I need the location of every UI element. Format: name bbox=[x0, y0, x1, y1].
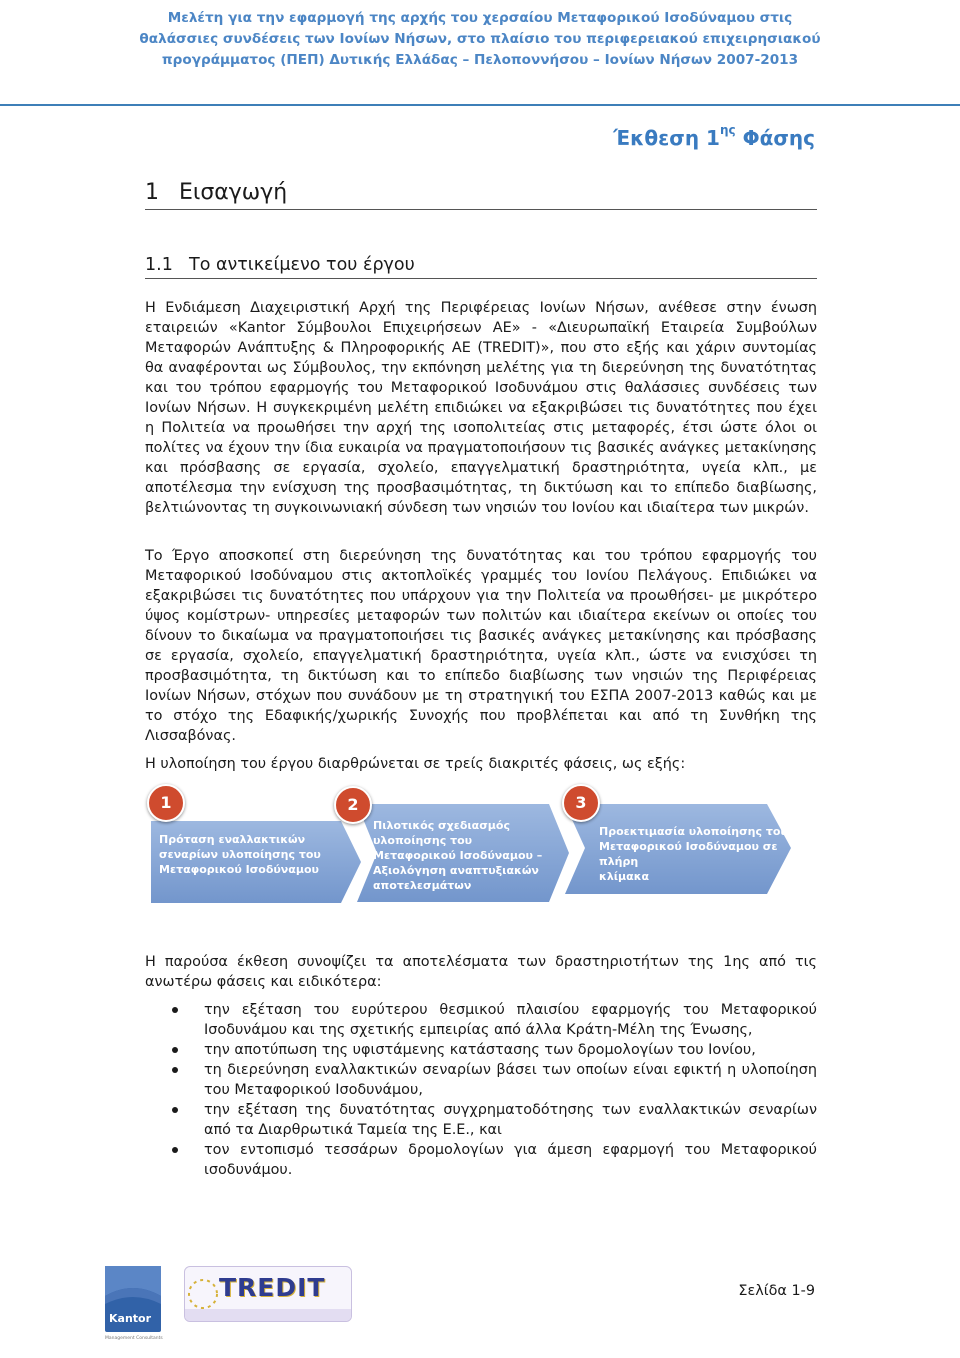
list-item bbox=[145, 1040, 817, 1060]
section-number: 1 bbox=[145, 180, 159, 205]
section-heading bbox=[145, 180, 817, 210]
bullet-icon bbox=[172, 1147, 178, 1153]
list-item-text: τη διερεύνηση εναλλακτικών σεναρίων βάσει των οποίων είναι εφικτή η υλοποίηση του Μεταφορικού Ισοδυνάμου, bbox=[204, 1062, 817, 1098]
phase-2-line: Μεταφορικού Ισοδύναμου – bbox=[373, 849, 543, 862]
kantor-mark-icon bbox=[105, 1266, 161, 1310]
paragraph-2: Το Έργο αποσκοπεί στη διερεύνηση της δυνατότητας και του τρόπου εφαρμογής του Μεταφορικού Ισοδύναμου στις ακτοπλοϊκές γραμμές του Ιονίου Πελάγους. Επιδιώκει να εξακριβώσει τις δυνατότητες που υπάρχουν για την Πολιτεία να προωθήσει- με μικρότερο ύψος κομίστρων- υπηρεσίες μεταφορών των πολιτών και ιδιαίτερα εκείνων οι οποίες του δίνουν το δικαίωμα να πραγματοποιήσει τις βασικές ανάγκες μετακίνησης και πρόσβασης σε εργασία, σχολείο, επαγγελματική δραστηριότητα, υγεία κλπ., ώστε να ενισχύσει τη προσβασιμότητα, τη δικτύωση και το επίπεδο διαβίωσης των νησιών της Περιφέρειας Ιονίων Νήσων, στόχων που συνάδουν με τη στρατηγική του ΕΣΠΑ 2007-2013 καθώς και με το στόχο της Εδαφικής/χωρικής Συνοχής που προβλέπεται και από τη Συνθήκη της Λισσαβόνας. bbox=[145, 548, 817, 744]
phase-2-number: 2 bbox=[334, 786, 372, 824]
bullet-list bbox=[145, 1000, 817, 1180]
list-item-text: την εξέταση της δυνατότητας συγχρηματοδότησης των εναλλακτικών σεναρίων από τα Διαρθρωτικά Ταμεία της Ε.Ε., και bbox=[204, 1102, 817, 1138]
phase-1-number: 1 bbox=[147, 784, 185, 822]
phase-3-line: κλίμακα bbox=[599, 870, 650, 883]
phases-diagram bbox=[145, 786, 817, 906]
page-header bbox=[0, 0, 960, 106]
bullet-icon bbox=[172, 1107, 178, 1113]
phase-2-line: υλοποίησης του bbox=[373, 834, 473, 847]
report-title-pre: Έκθεση 1 bbox=[613, 126, 720, 150]
list-item-text: τον εντοπισμό τεσσάρων δρομολογίων για άμεση εφαρμογή του Μεταφορικού ισοδυνάμου. bbox=[204, 1142, 817, 1178]
phase-1-line: σεναρίων υλοποίησης του bbox=[159, 848, 321, 861]
page-number: Σελίδα 1-9 bbox=[738, 1283, 815, 1299]
phase-2-text bbox=[373, 818, 542, 893]
bullet-icon bbox=[172, 1007, 178, 1013]
paragraph-3: Η υλοποίηση του έργου διαρθρώνεται σε τρείς διακριτές φάσεις, ως εξής: bbox=[145, 756, 686, 772]
subsection-number: 1.1 bbox=[145, 255, 173, 275]
paragraph-4: Η παρούσα έκθεση συνοψίζει τα αποτελέσματα των δραστηριοτήτων της 1ης από τις ανωτέρω φάσεις και ειδικότερα: bbox=[145, 954, 817, 990]
list-item bbox=[145, 1060, 817, 1100]
header-line-2: θαλάσσιες συνδέσεις των Ιονίων Νήσων, στο πλαίσιο του περιφερειακού επιχειρησιακού bbox=[139, 31, 821, 47]
phase-1-text bbox=[159, 832, 321, 877]
list-item bbox=[145, 1000, 817, 1040]
header-line-1: Μελέτη για την εφαρμογή της αρχής του χερσαίου Μεταφορικού Ισοδύναμου στις bbox=[167, 10, 793, 26]
phase-3-text bbox=[599, 824, 817, 884]
tredit-logo-name: TREDIT bbox=[219, 1273, 326, 1302]
phase-1-line: Μεταφορικού Ισοδύναμου bbox=[159, 863, 319, 876]
phase-3-number: 3 bbox=[562, 784, 600, 822]
report-title bbox=[613, 123, 815, 150]
kantor-logo-name: Kantor bbox=[109, 1312, 152, 1325]
tredit-logo bbox=[184, 1266, 352, 1322]
phase-1-line: Πρόταση εναλλακτικών bbox=[159, 833, 306, 846]
phase-2-line: αποτελεσμάτων bbox=[373, 879, 472, 892]
report-title-sup: ης bbox=[719, 123, 736, 138]
report-title-post: Φάσης bbox=[735, 126, 815, 150]
phase-3-line: Προεκτιμασία υλοποίησης του bbox=[599, 825, 788, 838]
paragraph-1: Η Ενδιάμεση Διαχειριστική Αρχή της Περιφέρειας Ιονίων Νήσων, ανέθεσε στην ένωση εταιρειών «Kantor Σύμβουλοι Επιχειρήσεων ΑΕ» - «Διευρωπαϊκή Εταιρεία Συμβούλων Μεταφορών Ανάπτυξης & Πληροφορικής ΑΕ (TREDIT)», που στο εξής και χάριν συντομίας θα αναφέρονται ως Σύμβουλος, την εκπόνηση μελέτης για τη διερεύνηση της δυνατότητας και του τρόπου εφαρμογής του Μεταφορικού Ισοδυνάμου στις θαλάσσιες συνδέσεις των Ιονίων Νήσων. Η συγκεκριμένη μελέτη επιδιώκει να εξακριβώσει τις δυνατότητες που έχει η Πολιτεία να προωθήσει την αρχή της ισοπολιτείας στις μεταφορές, έτσι ώστε όλοι οι πολίτες να έχουν την ίδια ευκαιρία να πραγματοποιήσουν τις βασικές ανάγκες μετακίνησης και πρόσβασης σε εργασία, σχολείο, επαγγελματική δραστηριότητα, υγεία κλπ., με αποτέλεσμα την ενίσχυση της προσβασιμότητας, τη δικτύωση και το επίπεδο διαβίωσης, βελτιώνοντας τη συγκοινωνιακή σύνδεση των νησιών του Ιονίου και ιδιαίτερα των μικρών. bbox=[145, 300, 817, 516]
kantor-logo-subtitle: Management Consultants bbox=[105, 1336, 163, 1341]
header-line-3: προγράμματος (ΠΕΠ) Δυτικής Ελλάδας – Πελοποννήσου – Ιονίων Νήσων 2007-2013 bbox=[161, 52, 799, 68]
section-title: Εισαγωγή bbox=[179, 180, 288, 205]
bullet-icon bbox=[172, 1047, 178, 1053]
phase-2-line: Πιλοτικός σχεδιασμός bbox=[373, 819, 510, 832]
list-item-text: την αποτύπωση της υφιστάμενης κατάστασης των δρομολογίων του Ιονίου, bbox=[204, 1042, 756, 1058]
list-item bbox=[145, 1100, 817, 1140]
kantor-logo bbox=[105, 1266, 163, 1341]
subsection-title: Το αντικείμενο του έργου bbox=[189, 255, 415, 275]
phase-2-line: Αξιολόγηση αναπτυξιακών bbox=[373, 864, 539, 877]
subsection-heading bbox=[145, 255, 817, 279]
list-item bbox=[145, 1140, 817, 1180]
list-item-text: την εξέταση του ευρύτερου θεσμικού πλαισίου εφαρμογής του Μεταφορικού Ισοδυνάμου και της σχετικής εμπειρίας από άλλα Κράτη-Μέλη της Ένωσης, bbox=[204, 1002, 817, 1038]
bullet-icon bbox=[172, 1067, 178, 1073]
phase-3-line: Μεταφορικού Ισοδύναμου σε πλήρη bbox=[599, 840, 778, 868]
